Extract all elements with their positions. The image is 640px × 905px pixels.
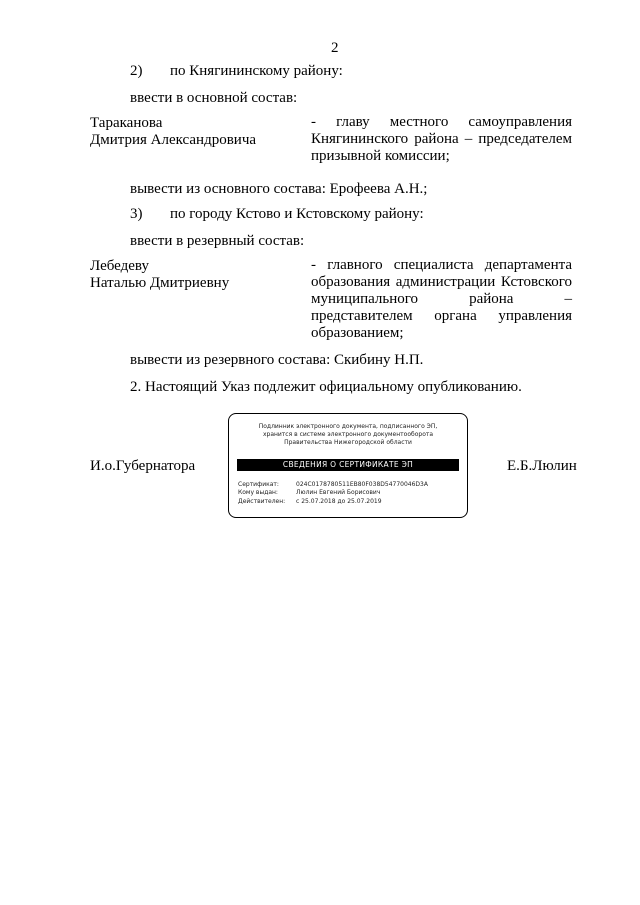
person2-role-line: представителем органа управления — [311, 308, 572, 324]
certificate-issued-label: Кому выдан: — [238, 489, 278, 496]
certificate-number-row — [238, 481, 428, 489]
add-reserve-heading: ввести в резервный состав: — [130, 233, 305, 249]
remove-main-text: вывести из основного состава: Ерофеева А.Н.; — [130, 181, 428, 197]
certificate-title-bar: СВЕДЕНИЯ О СЕРТИФИКАТЕ ЭП — [237, 459, 459, 471]
person2-role-line: - главного специалиста департамента — [311, 257, 572, 273]
person1-role-line: - главу местного самоуправления — [311, 114, 572, 130]
item-2-text: по Княгининскому району: — [170, 63, 343, 79]
person1-given-names: Дмитрия Александровича — [90, 132, 257, 148]
clause-2-text: 2. Настоящий Указ подлежит официальному опубликованию. — [130, 379, 522, 395]
certificate-issued-row — [238, 489, 380, 497]
signature-position: И.о.Губернатора — [90, 458, 196, 474]
certificate-valid-label: Действителен: — [238, 498, 286, 505]
certificate-valid-value: с 25.07.2018 до 25.07.2019 — [296, 498, 382, 505]
item-2-number: 2) — [130, 63, 143, 79]
certificate-stamp — [228, 413, 468, 518]
signature-name: Е.Б.Люлин — [507, 458, 577, 474]
certificate-issued-value: Люлин Евгений Борисович — [296, 489, 381, 496]
person1-role-line: призывной комиссии; — [311, 148, 450, 164]
certificate-header-line: Подлинник электронного документа, подписанного ЭП, — [258, 423, 438, 430]
item-3-number: 3) — [130, 206, 143, 222]
person1-surname: Тараканова — [90, 115, 163, 131]
certificate-header-line: хранится в системе электронного документооборота — [262, 431, 434, 438]
person1-role — [311, 114, 572, 165]
item-3-text: по городу Кстово и Кстовскому району: — [170, 206, 424, 222]
person2-role — [311, 257, 572, 342]
person2-role-line: образованием; — [311, 325, 404, 341]
certificate-header-line: Правительства Нижегородской области — [284, 439, 412, 446]
person1-role-line: Княгининского района – председателем — [311, 131, 572, 147]
person2-surname: Лебедеву — [90, 258, 149, 274]
remove-reserve-text: вывести из резервного состава: Скибину Н.П. — [130, 352, 424, 368]
person2-given-names: Наталью Дмитриевну — [90, 275, 230, 291]
certificate-valid-row — [238, 498, 382, 506]
add-main-heading: ввести в основной состав: — [130, 90, 298, 106]
person2-role-line: муниципального района – — [311, 291, 572, 307]
certificate-number-value: 024C0178780511EB80F038D54770046D3A — [296, 481, 428, 488]
person2-role-line: образования администрации Кстовского — [311, 274, 572, 290]
certificate-number-label: Сертификат: — [238, 481, 279, 488]
page-number: 2 — [331, 40, 339, 56]
